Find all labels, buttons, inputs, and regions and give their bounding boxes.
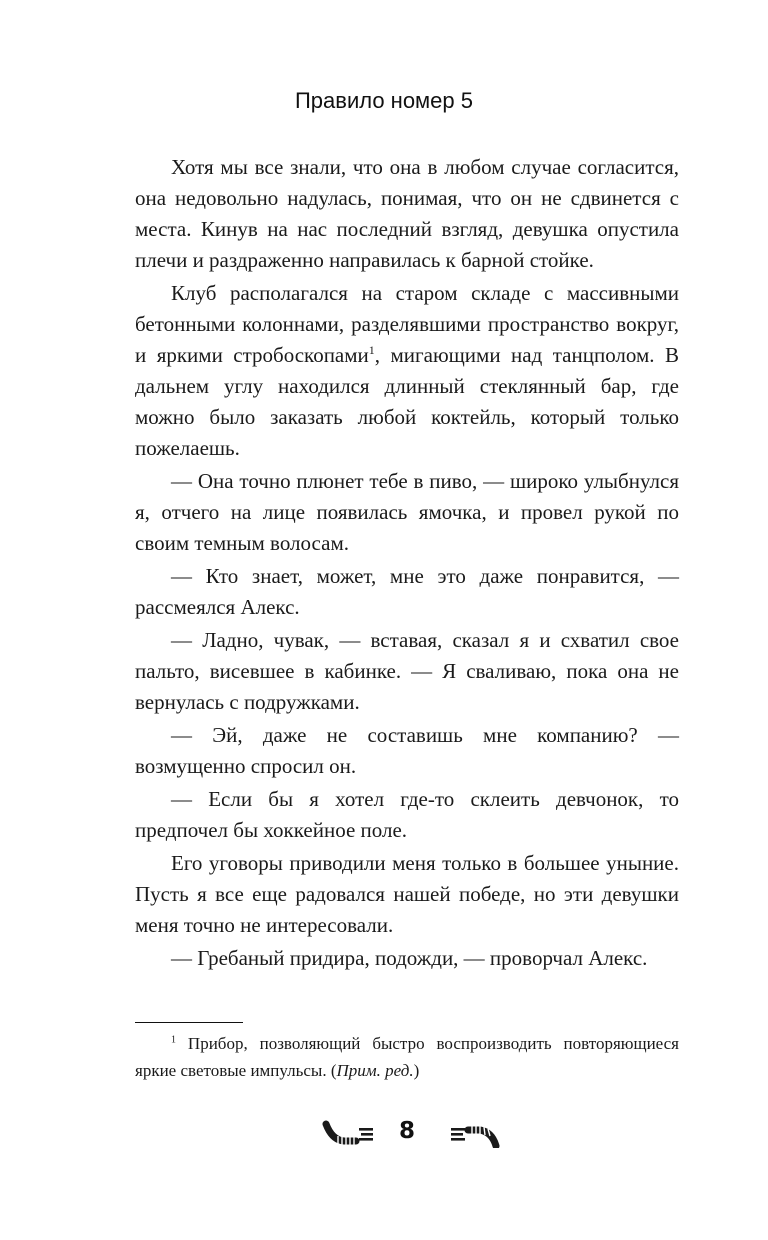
paragraph: — Она точно плюнет тебе в пиво, — широко улыбнулся я, отчего на лице появилась ямочка, и провел рукой по своим темным волосам. [135,469,679,555]
paragraph: — Эй, даже не составишь мне компанию? — возмущенно спросил он. [135,723,679,778]
paragraph: — Кто знает, может, мне это даже понравится, — рассмеялся Алекс. [135,564,679,619]
paragraph-club [135,278,679,464]
paragraph: Его уговоры приводили меня только в большее уныние. Пусть я все еще радовался нашей победе, но эти девушки меня точно не интересовали. [135,851,679,937]
paragraph: — Ладно, чувак, — вставая, сказал я и схватил свое пальто, висевшее в кабинке. — Я сваливаю, пока она не вернулась с подружками. [135,628,679,714]
paragraph-text: Клуб располагался на старом складе с массивными бетонными колоннами, разделявшими пространство вокруг, и яркими стробоскопами [135,281,679,367]
paragraph: — Гребаный придира, подожди, — проворчал Алекс. [171,946,648,970]
footnote-text: Прибор, позволяющий быстро воспроизводить повторяющиеся яркие световые импульсы. ( [135,1034,679,1080]
hockey-stick-icon [446,1118,502,1148]
paragraph-text: , мигающими над танцполом. В дальнем углу находился длинный стеклянный бар, где можно было заказать любой коктейль, который только пожелаешь. [135,343,679,460]
running-header: Правило номер 5 [294,88,474,113]
paragraph: Хотя мы все знали, что она в любом случае согласится, она недовольно надулась, понимая, что он не сдвинется с места. Кинув на нас последний взгляд, девушка опустила плечи и раздраженно направилась к барной стойке. [135,155,679,272]
footnote-divider [135,1022,243,1023]
footnote [135,1030,679,1084]
hockey-stick-icon [322,1118,378,1148]
footnote-marker: 1 [171,1034,176,1046]
page-number: 8 [398,1118,415,1144]
paragraph: — Если бы я хотел где-то склеить девчонок, то предпочел бы хоккейное поле. [135,787,679,842]
page-footer [0,1112,768,1158]
editor-note: Прим. ред. [336,1061,414,1080]
body-text [135,152,679,976]
footnote-reference[interactable]: 1 [368,343,375,357]
footnote-close: ) [413,1061,420,1080]
